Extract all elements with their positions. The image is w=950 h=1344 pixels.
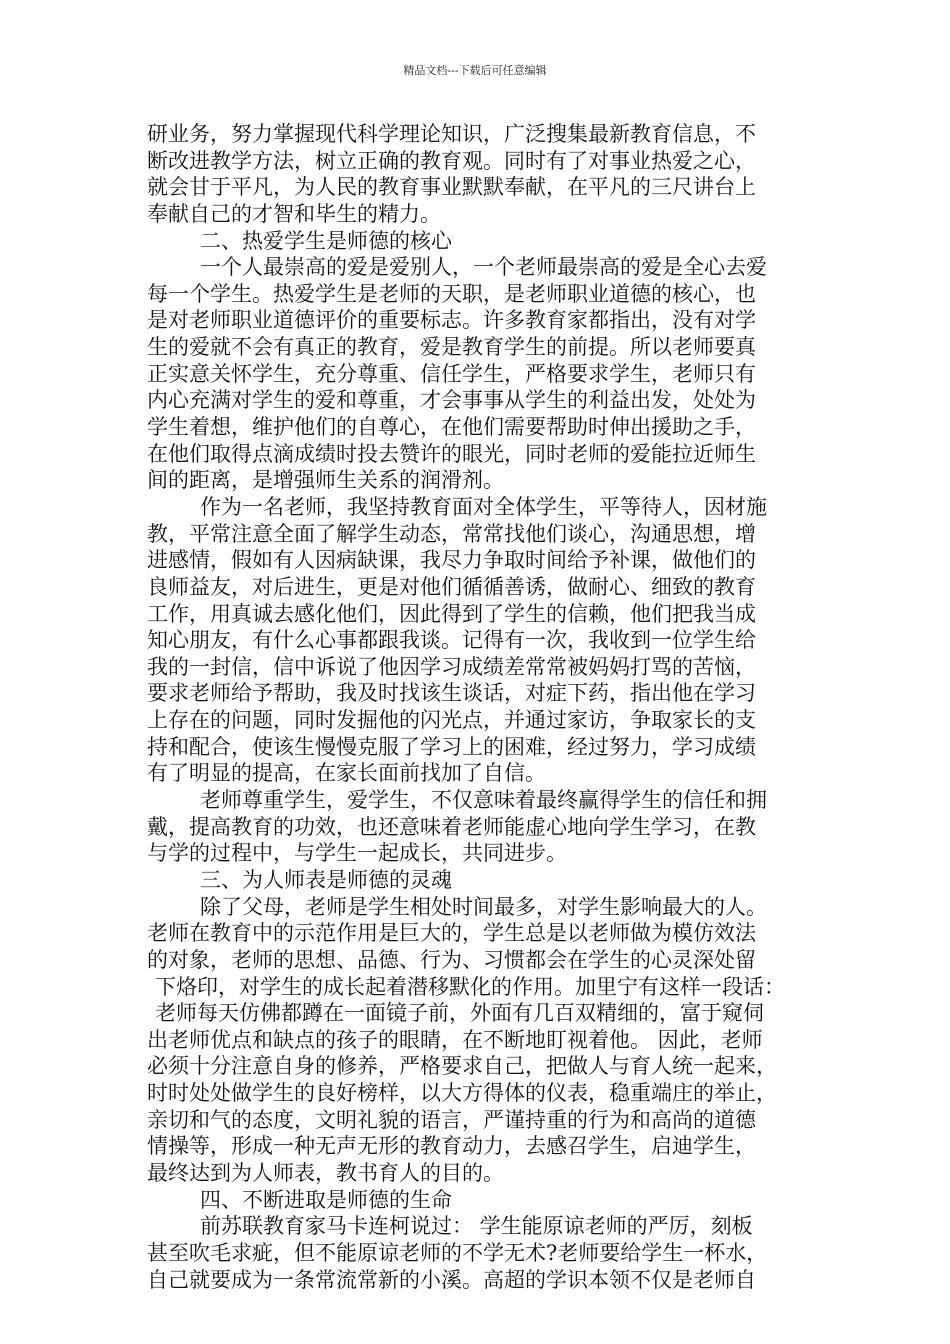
- text-line: 亲切和气的态度，文明礼貌的语言，严谨持重的行为和高尚的道德: [147, 1107, 756, 1132]
- text-line: 断改进教学方法，树立正确的教育观。同时有了对事业热爱之心，: [147, 148, 756, 173]
- text-line: 老师每天仿佛都蹲在一面镜子前，外面有几百双精细的，富于窥伺: [155, 1001, 764, 1026]
- text-line: 内心充满对学生的爱和尊重，才会事事从学生的利益出发，处处为: [147, 388, 756, 413]
- text-line: 持和配合，使该生慢慢克服了学习上的困难，经过努力，学习成绩: [147, 734, 756, 759]
- section-heading: 二、热爱学生是师德的核心: [200, 228, 452, 253]
- text-line: 良师益友，对后进生，更是对他们循循善诱，做耐心、细致的教育: [147, 574, 756, 599]
- text-line: 前苏联教育家马卡连柯说过： 学生能原谅老师的严厉，刻板: [200, 1214, 753, 1239]
- text-line: 的对象，老师的思想、品德、行为、习惯都会在学生的心灵深处留: [147, 947, 756, 972]
- text-line: 老师在教育中的示范作用是巨大的，学生总是以老师做为模仿效法: [147, 921, 756, 946]
- text-line: 就会甘于平凡，为人民的教育事业默默奉献，在平凡的三尺讲台上: [147, 175, 756, 200]
- page-header: 精品文档---下载后可任意编辑: [403, 64, 547, 77]
- text-line: 有了明显的提高，在家长面前找加了自信。: [147, 761, 546, 786]
- text-line: 是对老师职业道德评价的重要标志。许多教育家都指出，没有对学: [147, 308, 756, 333]
- text-line: 必须十分注意自身的修养，严格要求自己，把做人与育人统一起来，: [147, 1054, 777, 1079]
- text-line: 除了父母，老师是学生相处时间最多，对学生影响最大的人。: [200, 894, 767, 919]
- text-line: 甚至吹毛求疵，但不能原谅老师的不学无术?老师要给学生一杯水，: [147, 1240, 768, 1265]
- text-line: 要求老师给予帮助，我及时找该生谈话，对症下药，指出他在学习: [147, 681, 756, 706]
- text-line: 奉献自己的才智和毕生的精力。: [147, 201, 441, 226]
- text-line: 学生着想，维护他们的自尊心，在他们需要帮助时伸出援助之手，: [147, 415, 756, 440]
- text-line: 作为一名老师，我坚持教育面对全体学生，平等待人，因材施: [200, 494, 767, 519]
- text-line: 一个人最崇高的爱是爱别人，一个老师最崇高的爱是全心去爱: [200, 255, 767, 280]
- text-line: 正实意关怀学生，充分尊重、信任学生，严格要求学生，老师只有: [147, 361, 756, 386]
- section-heading: 三、为人师表是师德的灵魂: [200, 867, 452, 892]
- document-body: [147, 121, 819, 1293]
- text-line: 研业务，努力掌握现代科学理论知识，广泛搜集最新教育信息，不: [147, 122, 756, 146]
- section-heading: 四、不断进取是师德的生命: [200, 1187, 452, 1212]
- text-line: 情操等，形成一种无声无形的教育动力，去感召学生，启迪学生，: [147, 1134, 756, 1159]
- text-line: 进感情，假如有人因病缺课，我尽力争取时间给予补课，做他们的: [147, 548, 756, 573]
- text-line: 时时处处做学生的良好榜样，以大方得体的仪表，稳重端庄的举止，: [147, 1081, 777, 1106]
- text-line: 下烙印，对学生的成长起着潜移默化的作用。加里宁有这样一段话：: [155, 974, 785, 999]
- text-line: 每一个学生。热爱学生是老师的天职，是老师职业道德的核心，也: [147, 281, 756, 306]
- text-line: 上存在的问题，同时发掘他的闪光点，并通过家访，争取家长的支: [147, 708, 756, 733]
- text-line: 我的一封信，信中诉说了他因学习成绩差常常被妈妈打骂的苦恼，: [147, 654, 756, 679]
- text-line: 工作，用真诚去感化他们，因此得到了学生的信赖，他们把我当成: [147, 601, 756, 626]
- text-line: 老师尊重学生，爱学生，不仅意味着最终赢得学生的信任和拥: [200, 788, 767, 813]
- text-line: 与学的过程中，与学生一起成长，共同进步。: [147, 841, 567, 866]
- text-line: 生的爱就不会有真正的教育，爱是教育学生的前提。所以老师要真: [147, 335, 756, 360]
- text-line: 戴，提高教育的功效，也还意味着老师能虚心地向学生学习，在教: [147, 814, 756, 839]
- text-line: 间的距离，是增强师生关系的润滑剂。: [147, 468, 504, 493]
- text-line: 出老师优点和缺点的孩子的眼睛，在不断地盯视着他。 因此，老师: [147, 1027, 763, 1052]
- text-line: 在他们取得点滴成绩时投去赞许的眼光，同时老师的爱能拉近师生: [147, 441, 756, 466]
- text-line: 教，平常注意全面了解学生动态，常常找他们谈心，沟通思想，增: [147, 521, 756, 546]
- text-line: 知心朋友，有什么心事都跟我谈。记得有一次，我收到一位学生给: [147, 628, 756, 653]
- text-line: 自己就要成为一条常流常新的小溪。高超的学识本领不仅是老师自: [147, 1267, 756, 1292]
- text-line: 最终达到为人师表，教书育人的目的。: [147, 1160, 504, 1185]
